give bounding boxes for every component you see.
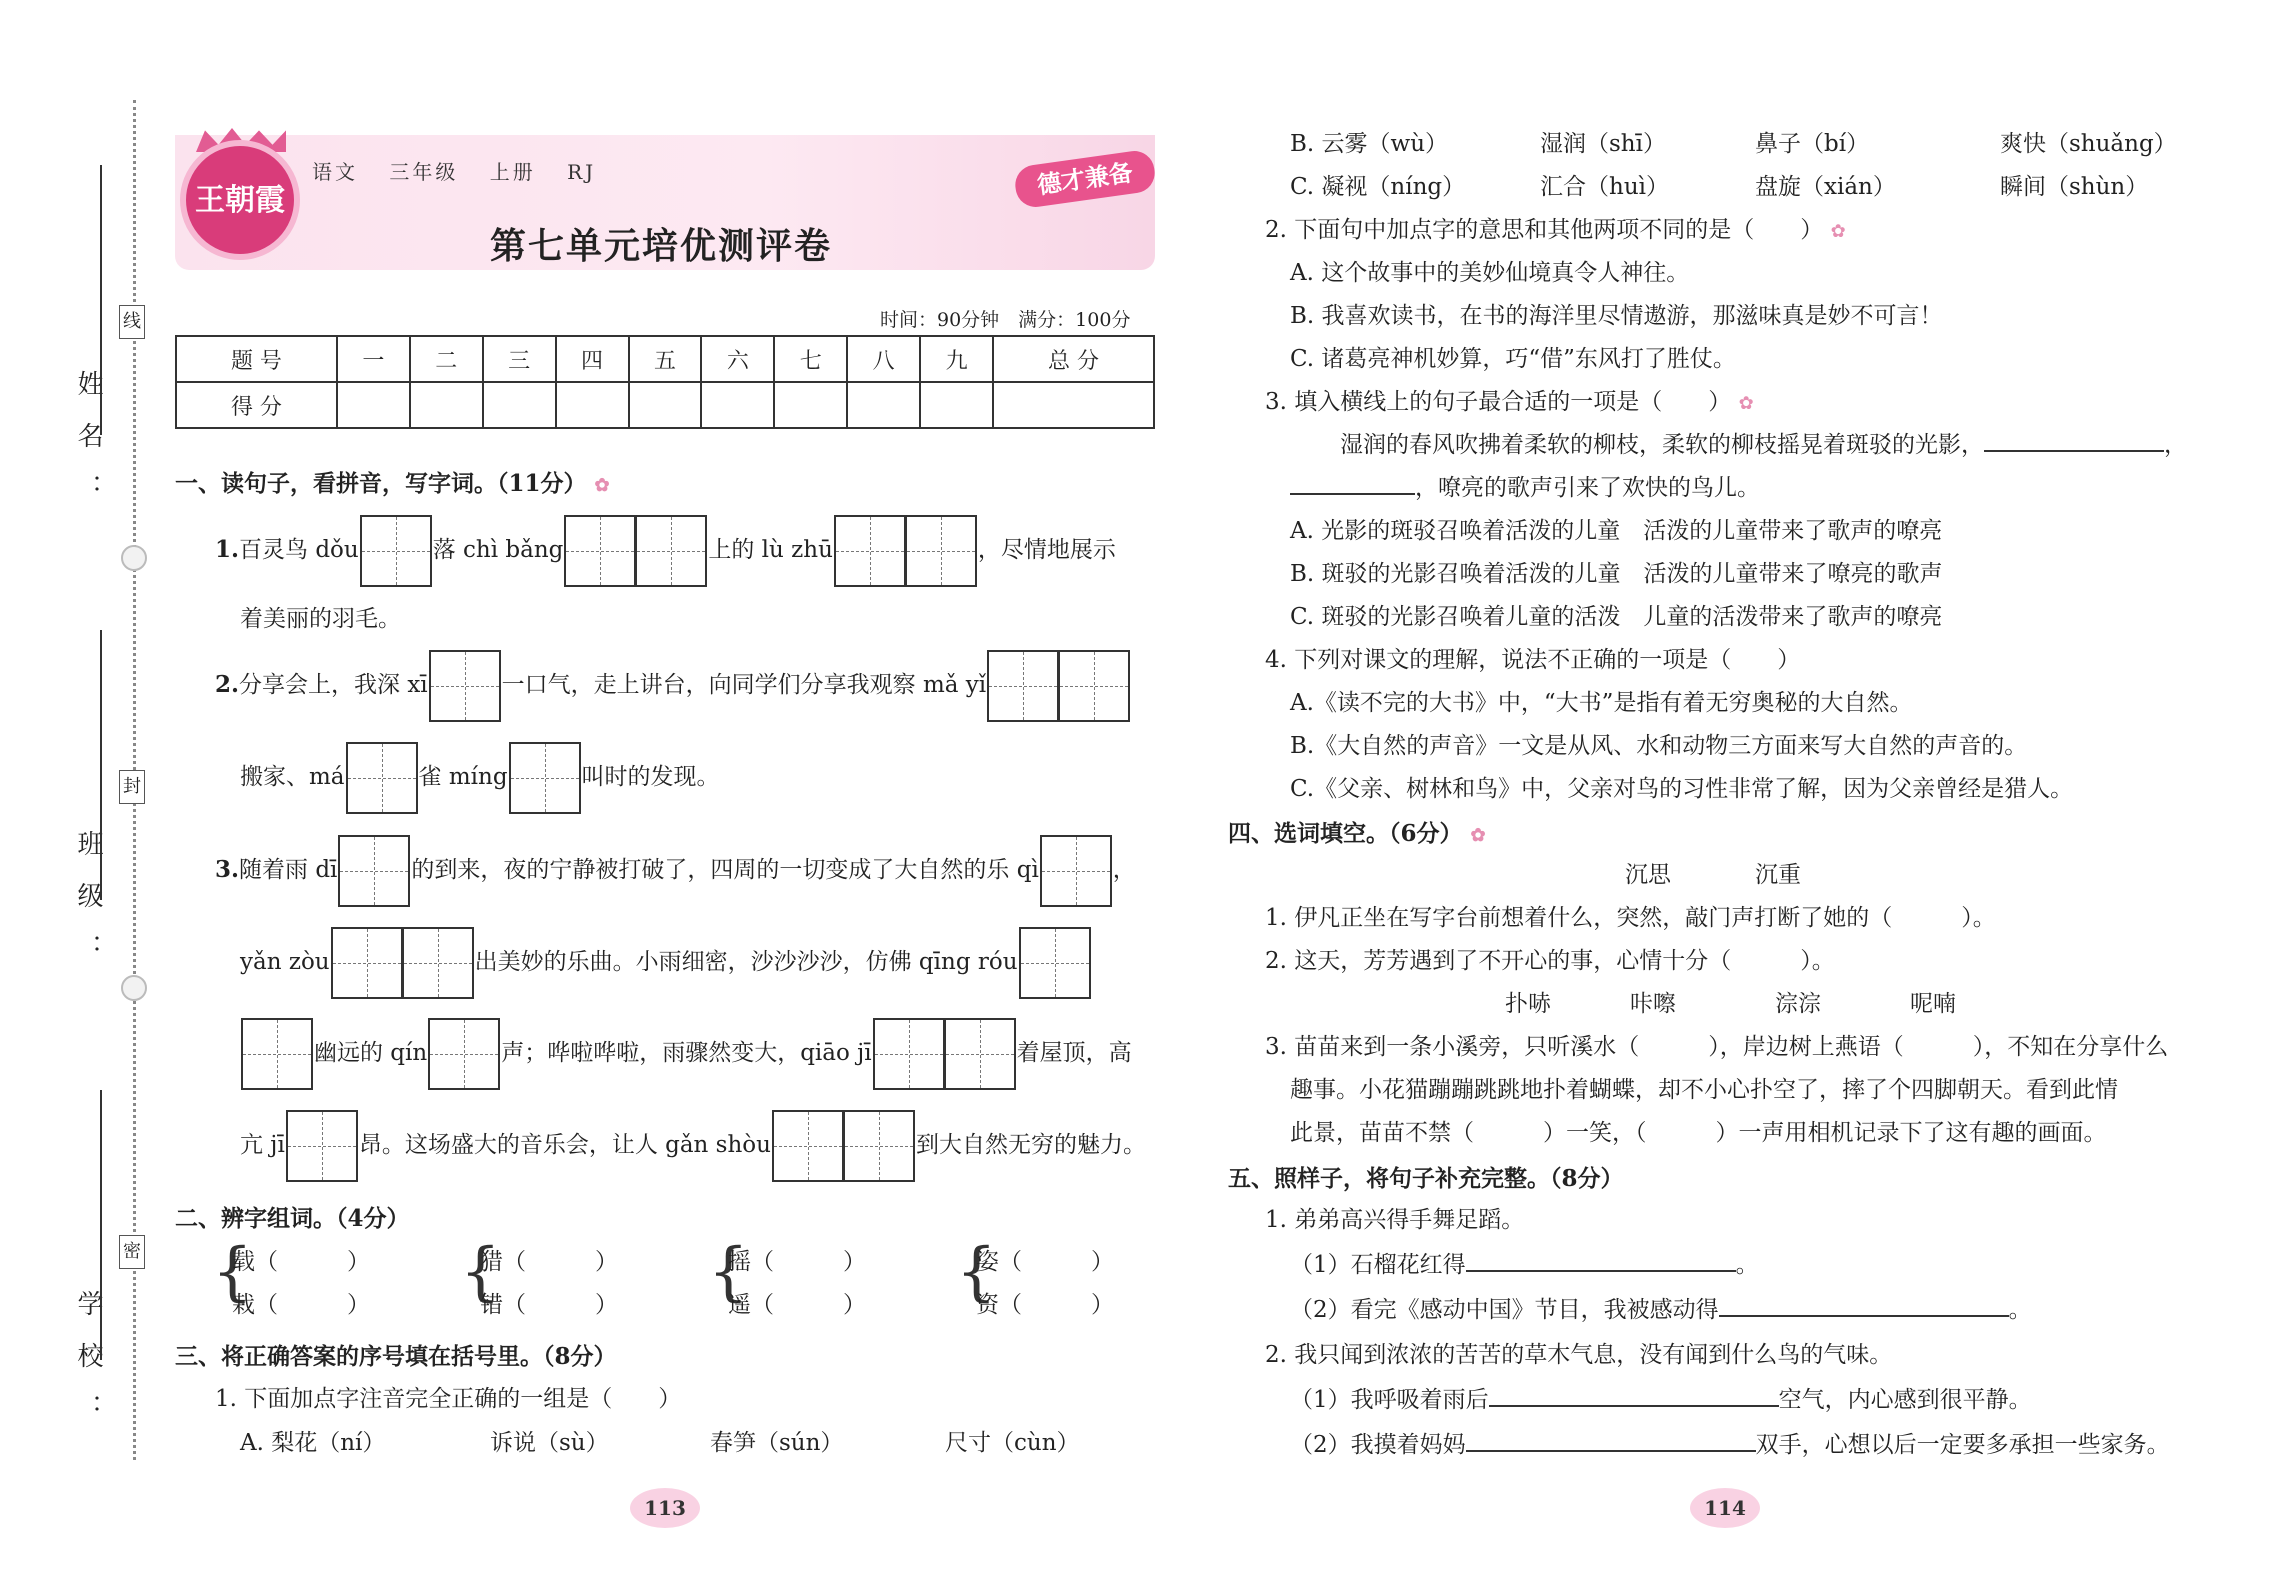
word-choice: 扑哧 xyxy=(1505,991,1551,1017)
pair-3b: 遥（ ） xyxy=(728,1292,866,1318)
s4-q3-line1: 3. 苗苗来到一条小溪旁，只听溪水（ ），岸边树上燕语（ ），不知在分享什么 xyxy=(1265,1034,2169,1060)
score-table xyxy=(175,335,1155,429)
word-choice: 沉重 xyxy=(1755,862,1801,888)
section5-title: 五、照样子，将句子补充完整。（8分） xyxy=(1228,1165,1624,1192)
score-cell[interactable] xyxy=(337,382,410,428)
answer-line[interactable] xyxy=(1489,1405,1779,1407)
time-note: 时间：90分钟 满分：100分 xyxy=(880,309,1131,331)
score-cell[interactable] xyxy=(920,382,993,428)
section3-title: 三、将正确答案的序号填在括号里。（8分） xyxy=(175,1343,617,1370)
table-cell: 六 xyxy=(701,336,774,382)
score-cell[interactable] xyxy=(556,382,629,428)
pair-2b: 错（ ） xyxy=(480,1292,618,1318)
s5-ex2: 2. 我只闻到浓浓的苦苦的草木气息，没有闻到什么鸟的气味。 xyxy=(1265,1342,1893,1368)
s3-q1-a4: 尺寸（cùn） xyxy=(945,1430,1080,1456)
table-cell: 二 xyxy=(410,336,483,382)
binding-hole-icon xyxy=(121,975,147,1001)
writing-box[interactable] xyxy=(1019,927,1091,999)
writing-box[interactable] xyxy=(402,927,474,999)
s1-q2-line2: 搬家、má 雀 míng 叫时的发现。 xyxy=(240,742,720,814)
s3-q1-b2: 湿润（shī） xyxy=(1540,131,1666,157)
section2-title: 二、辨字组词。（4分） xyxy=(175,1205,410,1232)
writing-box[interactable] xyxy=(843,1110,915,1182)
section1-title: 一、读句子，看拼音，写字词。（11分） ✿ xyxy=(175,470,610,497)
table-cell: 得 分 xyxy=(176,382,337,428)
score-cell[interactable] xyxy=(701,382,774,428)
writing-box[interactable] xyxy=(360,515,432,587)
s4-q2: 2. 这天，芳芳遇到了不开心的事，心情十分（ ）。 xyxy=(1265,948,1835,974)
table-cell: 一 xyxy=(337,336,410,382)
s1-q3-line1: 3.随着雨 dī 的到来，夜的宁静被打破了，四周的一切变成了大自然的乐 qì ， xyxy=(215,835,1136,907)
writing-box[interactable] xyxy=(873,1018,945,1090)
writing-box[interactable] xyxy=(635,515,707,587)
s3-q3-c: C. 斑驳的光影召唤着儿童的活泼 儿童的活泼带来了歌声的嘹亮 xyxy=(1290,604,1943,630)
score-cell[interactable] xyxy=(774,382,847,428)
name-line xyxy=(100,165,102,435)
s3-q4-c: C.《父亲、树林和鸟》中，父亲对鸟的习性非常了解，因为父亲曾经是猎人。 xyxy=(1290,776,2074,802)
writing-box[interactable] xyxy=(834,515,906,587)
tag-secret: 密 xyxy=(119,1235,145,1269)
s3-q4-stem: 4. 下列对课文的理解，说法不正确的一项是（ ） xyxy=(1265,647,1801,673)
table-cell: 八 xyxy=(847,336,920,382)
s1-q3-line3: 幽远的 qín 声；哗啦哗啦，雨骤然变大，qiāo jī 着屋顶，高 xyxy=(240,1018,1132,1090)
tag-line: 线 xyxy=(119,305,145,339)
s1-q3-line4: 亢 jī 昂。这场盛大的音乐会，让人 gǎn shòu 到大自然无穷的魅力。 xyxy=(240,1110,1146,1182)
s3-q1-a1: A. 梨花（ní） xyxy=(240,1430,386,1456)
brace: { xyxy=(460,1235,501,1309)
brace: { xyxy=(956,1235,997,1309)
pair-1a: 载（ ） xyxy=(232,1249,370,1275)
s3-q2-a: A. 这个故事中的美妙仙境真令人神往。 xyxy=(1290,260,1690,286)
s5-ex2b: （2）我摸着妈妈 双手，心想以后一定要多承担一些家务。 xyxy=(1290,1432,2170,1458)
s3-q2-b: B. 我喜欢读书，在书的海洋里尽情遨游，那滋味真是妙不可言！ xyxy=(1290,303,1943,329)
table-cell: 九 xyxy=(920,336,993,382)
writing-box[interactable] xyxy=(286,1110,358,1182)
page-number-left: 113 xyxy=(630,1488,700,1528)
motto-badge: 德才兼备 xyxy=(1013,148,1157,209)
writing-box[interactable] xyxy=(772,1110,844,1182)
s4-q1: 1. 伊凡正坐在写字台前想着什么，突然，敲门声打断了她的（ ）。 xyxy=(1265,905,1996,931)
subject-info xyxy=(312,156,618,185)
s3-q1-b4: 爽快（shuǎng） xyxy=(2000,131,2177,157)
s1-q1-line1: 1.百灵鸟 dǒu 落 chì bǎng 上的 lù zhū ，尽情地展示 xyxy=(215,515,1116,587)
s3-q1-c1: C. 凝视（níng） xyxy=(1290,174,1466,200)
s3-q3-p2: ，嘹亮的歌声引来了欢快的鸟儿。 xyxy=(1290,471,1760,505)
edition: RJ xyxy=(567,160,597,184)
s3-q4-b: B.《大自然的声音》一文是从风、水和动物三方面来写大自然的声音的。 xyxy=(1290,733,2028,759)
s1-q1-line2: 着美丽的羽毛。 xyxy=(240,606,401,632)
s3-q1-c4: 瞬间（shùn） xyxy=(2000,174,2149,200)
s3-q3-b: B. 斑驳的光影召唤着活泼的儿童 活泼的儿童带来了嘹亮的歌声 xyxy=(1290,561,1943,587)
writing-box[interactable] xyxy=(428,1018,500,1090)
score-cell[interactable] xyxy=(847,382,920,428)
page-title: 第七单元培优测评卷 xyxy=(490,225,833,267)
writing-box[interactable] xyxy=(1058,650,1130,722)
answer-line[interactable] xyxy=(1466,1270,1736,1272)
table-cell: 三 xyxy=(483,336,556,382)
pair-3a: 摇（ ） xyxy=(728,1249,866,1275)
s3-q1-b3: 鼻子（bí） xyxy=(1755,131,1870,157)
writing-box[interactable] xyxy=(241,1018,313,1090)
score-cell[interactable] xyxy=(483,382,556,428)
writing-box[interactable] xyxy=(346,742,418,814)
table-cell: 四 xyxy=(556,336,629,382)
section4-title: 四、选词填空。（6分） ✿ xyxy=(1228,820,1486,847)
subject: 语文 xyxy=(312,160,358,184)
s3-q3-stem: 3. 填入横线上的句子最合适的一项是（ ） ✿ xyxy=(1265,389,1754,415)
writing-box[interactable] xyxy=(905,515,977,587)
s4-q3-line2: 趣事。小花猫蹦蹦跳跳地扑着蝴蝶，却不小心扑空了，摔了个四脚朝天。看到此情 xyxy=(1290,1077,2118,1103)
table-cell: 题 号 xyxy=(176,336,337,382)
writing-box[interactable] xyxy=(509,742,581,814)
s1-q3-line2: yǎn zòu 出美妙的乐曲。小雨细密，沙沙沙沙，仿佛 qīng róu xyxy=(240,927,1092,999)
table-cell: 总 分 xyxy=(993,336,1154,382)
school-line xyxy=(100,1090,102,1360)
binding-hole-icon xyxy=(121,545,147,571)
writing-box[interactable] xyxy=(429,650,501,722)
writing-box[interactable] xyxy=(1040,835,1112,907)
pair-1b: 栽（ ） xyxy=(232,1292,370,1318)
s3-q2-c: C. 诸葛亮神机妙算，巧“借”东风打了胜仗。 xyxy=(1290,346,1736,372)
s3-q3-p1: 湿润的春风吹拂着柔软的柳枝，柔软的柳枝摇晃着斑驳的光影， ， xyxy=(1340,432,2187,458)
s4-q3-line3: 此景，苗苗不禁（ ）一笑，（ ）一声用相机记录下了这有趣的画面。 xyxy=(1290,1120,2107,1146)
writing-box[interactable] xyxy=(944,1018,1016,1090)
pair-4b: 资（ ） xyxy=(976,1292,1114,1318)
table-cell: 五 xyxy=(629,336,702,382)
class-line xyxy=(100,630,102,900)
page-number-right: 114 xyxy=(1690,1488,1760,1528)
s5-ex1a: （1）石榴花红得 。 xyxy=(1290,1252,1759,1278)
s3-q1-c2: 汇合（huì） xyxy=(1540,174,1669,200)
brand-logo: 王朝霞 xyxy=(180,140,300,260)
name-label: 姓名： xyxy=(73,370,103,526)
s3-q1-c3: 盘旋（xián） xyxy=(1755,174,1896,200)
brace: { xyxy=(708,1235,749,1309)
word-choice: 淙淙 xyxy=(1775,991,1821,1017)
word-choice: 沉思 xyxy=(1625,862,1671,888)
score-header-row xyxy=(176,336,1154,382)
grade: 三年级 xyxy=(389,160,459,184)
score-cell[interactable] xyxy=(993,382,1154,428)
writing-box[interactable] xyxy=(564,515,636,587)
class-label: 班级： xyxy=(73,830,103,986)
s3-q1-stem: 1. 下面加点字注音完全正确的一组是（ ） xyxy=(215,1386,682,1412)
answer-line[interactable] xyxy=(1719,1315,2009,1317)
school-label: 学校： xyxy=(73,1290,103,1446)
s3-q2-stem: 2. 下面句中加点字的意思和其他两项不同的是（ ） ✿ xyxy=(1265,217,1846,243)
score-cell[interactable] xyxy=(410,382,483,428)
s3-q4-a: A.《读不完的大书》中，“大书”是指有着无穷奥秘的大自然。 xyxy=(1290,690,1913,716)
word-choice: 咔嚓 xyxy=(1630,991,1676,1017)
word-choice: 呢喃 xyxy=(1910,991,1956,1017)
table-cell: 七 xyxy=(774,336,847,382)
writing-box[interactable] xyxy=(331,927,403,999)
brace: { xyxy=(212,1235,253,1309)
pair-4a: 姿（ ） xyxy=(976,1249,1114,1275)
s3-q1-a3: 春笋（sún） xyxy=(710,1430,844,1456)
answer-line[interactable] xyxy=(1466,1450,1756,1452)
s3-q1-a2: 诉说（sù） xyxy=(490,1430,609,1456)
s5-ex1: 1. 弟弟高兴得手舞足蹈。 xyxy=(1265,1207,1525,1233)
volume: 上册 xyxy=(489,160,536,184)
writing-box[interactable] xyxy=(338,835,410,907)
s3-q1-b1: B. 云雾（wù） xyxy=(1290,131,1449,157)
score-value-row xyxy=(176,382,1154,428)
writing-box[interactable] xyxy=(987,650,1059,722)
s3-q3-a: A. 光影的斑驳召唤着活泼的儿童 活泼的儿童带来了歌声的嘹亮 xyxy=(1290,518,1943,544)
s5-ex1b: （2）看完《感动中国》节目，我被感动得 。 xyxy=(1290,1297,2032,1323)
pair-2a: 猎（ ） xyxy=(480,1249,618,1275)
s1-q2-line1: 2.分享会上，我深 xī 一口气，走上讲台，向同学们分享我观察 mǎ yǐ xyxy=(215,650,1131,722)
s5-ex2a: （1）我呼吸着雨后 空气，内心感到很平静。 xyxy=(1290,1387,2032,1413)
tag-seal: 封 xyxy=(119,770,145,804)
score-cell[interactable] xyxy=(629,382,702,428)
